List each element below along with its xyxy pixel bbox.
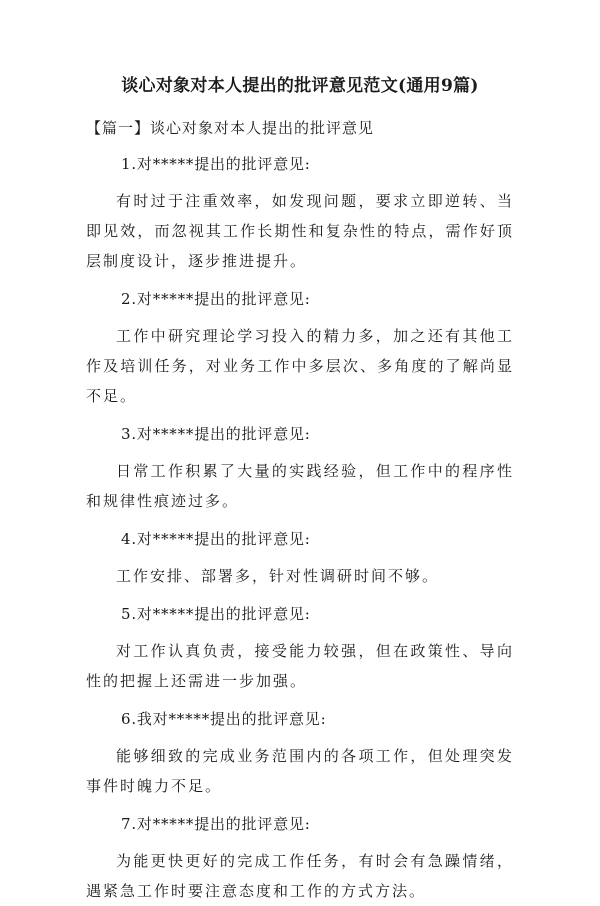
item-text: 有时过于注重效率，如发现问题，要求立即逆转、当即见效，而忽视其工作长期性和复杂性的特点，需作好顶层制度设计，逐步推进提升。 bbox=[86, 192, 514, 270]
item-heading: 6.我对*****提出的批评意见: bbox=[121, 710, 327, 728]
item-heading: 1.对*****提出的批评意见: bbox=[121, 155, 311, 173]
item-heading: 4.对*****提出的批评意见: bbox=[121, 530, 311, 548]
list-item bbox=[0, 287, 600, 411]
item-heading: 3.对*****提出的批评意见: bbox=[121, 425, 311, 443]
item-text: 为能更快更好的完成工作任务，有时会有急躁情绪，遇紧急工作时要注意态度和工作的方式方法。 bbox=[86, 852, 514, 900]
item-heading: 2.对*****提出的批评意见: bbox=[121, 290, 311, 308]
list-item bbox=[0, 422, 600, 516]
list-item bbox=[0, 527, 600, 591]
item-text: 能够细致的完成业务范围内的各项工作，但处理突发事件时魄力不足。 bbox=[86, 747, 514, 795]
item-text: 工作安排、部署多，针对性调研时间不够。 bbox=[116, 567, 440, 585]
document-title: 谈心对象对本人提出的批评意见范文(通用9篇) bbox=[121, 76, 479, 96]
item-heading: 7.对*****提出的批评意见: bbox=[121, 815, 311, 833]
list-item bbox=[0, 812, 600, 906]
list-item bbox=[0, 707, 600, 801]
item-heading: 5.对*****提出的批评意见: bbox=[121, 605, 311, 623]
item-text: 工作中研究理论学习投入的精力多，加之还有其他工作及培训任务，对业务工作中多层次、多角度的了解尚显不足。 bbox=[86, 327, 514, 405]
list-item bbox=[0, 152, 600, 276]
list-item bbox=[0, 602, 600, 696]
item-text: 日常工作积累了大量的实践经验，但工作中的程序性和规律性痕迹过多。 bbox=[86, 462, 514, 510]
section-heading: 【篇一】谈心对象对本人提出的批评意见 bbox=[86, 119, 375, 137]
item-text: 对工作认真负责，接受能力较强，但在政策性、导向性的把握上还需进一步加强。 bbox=[86, 642, 514, 690]
